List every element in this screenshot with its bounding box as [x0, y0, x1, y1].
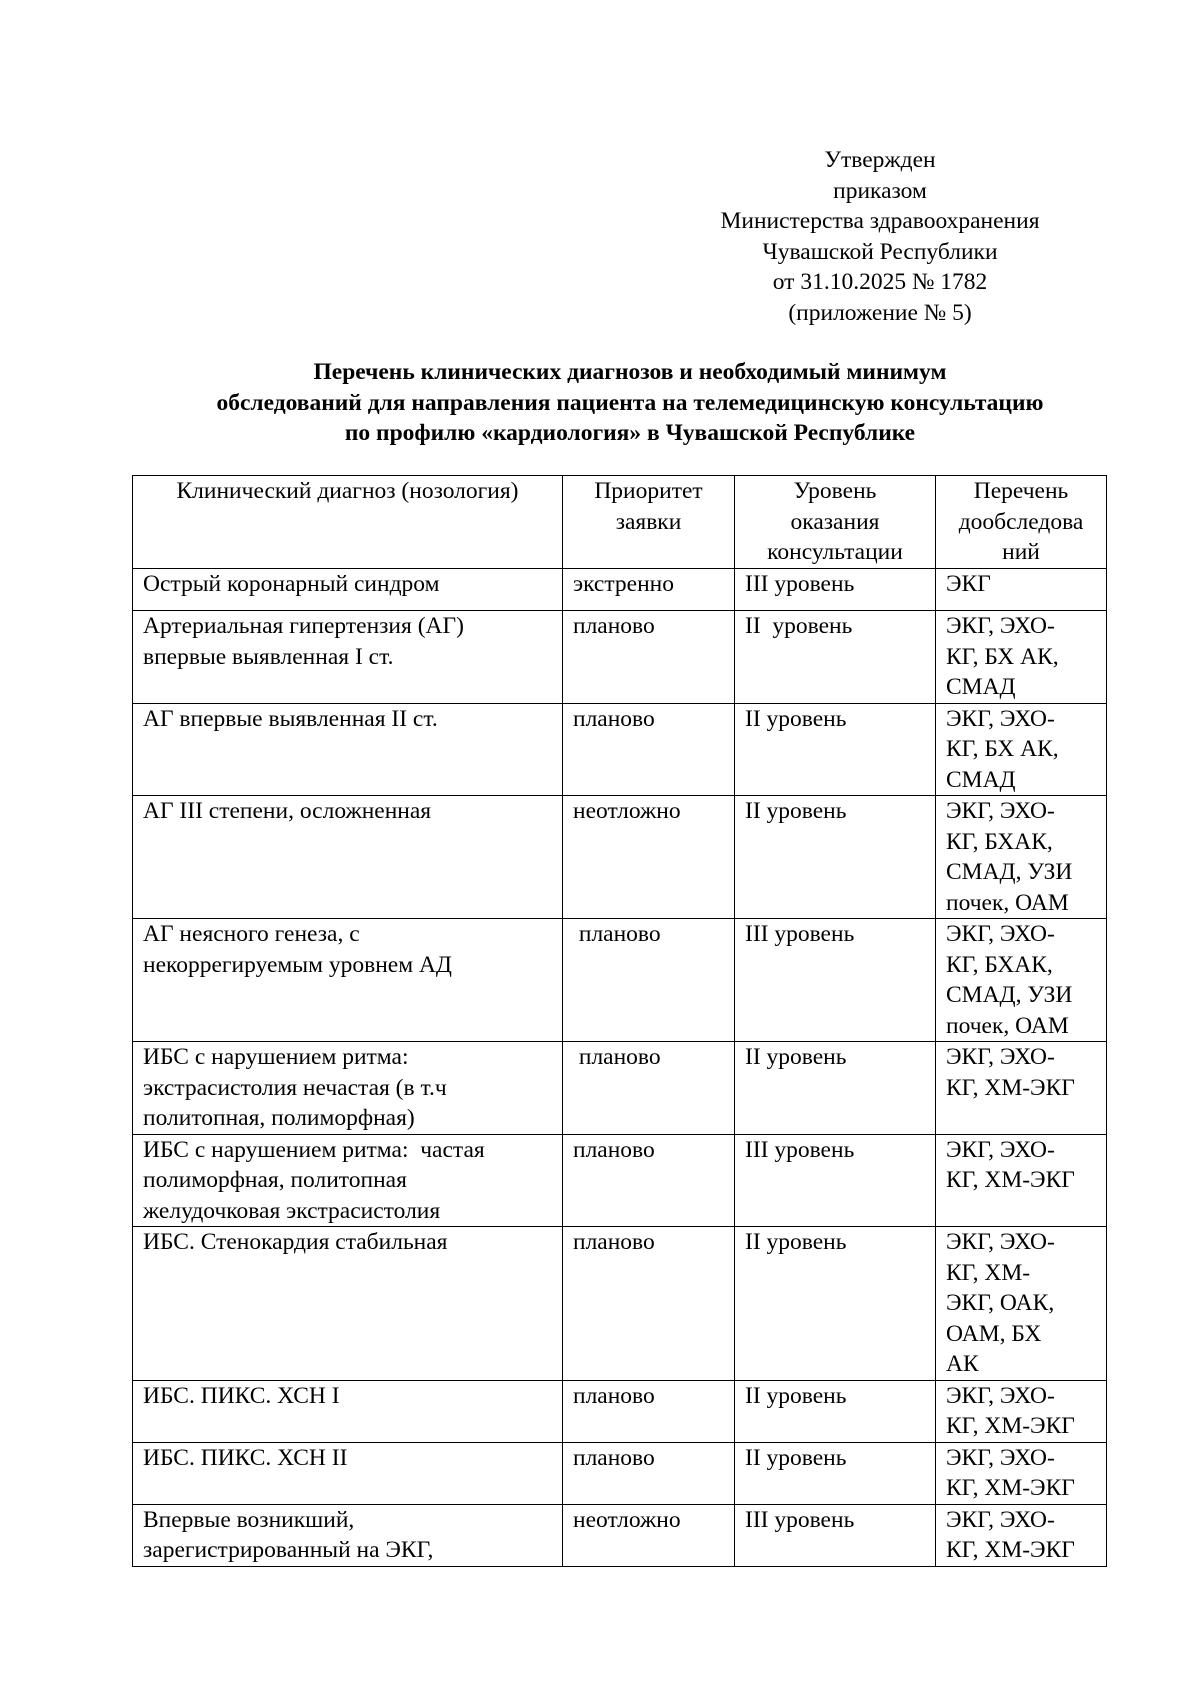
cell-exams: ЭКГ, ЭХО- КГ, БХАК, СМАД, УЗИ почек, ОАМ: [936, 796, 1107, 919]
approval-line: Утвержден: [824, 147, 936, 173]
cell-exams: ЭКГ, ЭХО- КГ, ХМ-ЭКГ: [936, 1380, 1107, 1442]
diagnoses-table: [132, 475, 1107, 1567]
approval-line: от 31.10.2025 № 1782: [772, 269, 988, 295]
cell-level: III уровень: [735, 919, 936, 1042]
cell-diagnosis: ИБС. Стенокардия стабильная: [133, 1227, 563, 1381]
cell-diagnosis: АГ неясного генеза, с некоррегируемым уровнем АД: [133, 919, 563, 1042]
cell-priority: планово: [563, 611, 735, 704]
table-row: [133, 611, 1107, 704]
cell-priority: планово: [563, 919, 735, 1042]
cell-exams: ЭКГ, ЭХО- КГ, ХМ- ЭКГ, ОАК, ОАМ, БХ АК: [936, 1227, 1107, 1381]
cell-priority: планово: [563, 1227, 735, 1381]
cell-level: II уровень: [735, 796, 936, 919]
approval-line: приказом: [833, 177, 927, 204]
document-title: [130, 357, 1130, 449]
approval-line: Чувашской Республики: [762, 238, 998, 265]
cell-priority: планово: [563, 1134, 735, 1227]
header-priority: Приоритет заявки: [563, 476, 735, 569]
table-row: [133, 703, 1107, 796]
cell-priority: планово: [563, 1442, 735, 1504]
cell-exams: ЭКГ, ЭХО- КГ, ХМ-ЭКГ: [936, 1134, 1107, 1227]
table-row: [133, 1042, 1107, 1135]
title-line: Перечень клинических диагнозов и необходимый минимум: [313, 359, 947, 385]
cell-priority: экстренно: [563, 569, 735, 611]
title-line: обследований для направления пациента на телемедицинскую консультацию: [216, 389, 1044, 416]
table-row: [133, 919, 1107, 1042]
cell-priority: планово: [563, 703, 735, 796]
cell-exams: ЭКГ, ЭХО- КГ, БХАК, СМАД, УЗИ почек, ОАМ: [936, 919, 1107, 1042]
cell-diagnosis: АГ впервые выявленная II ст.: [133, 703, 563, 796]
cell-level: III уровень: [735, 1504, 936, 1566]
cell-level: II уровень: [735, 1227, 936, 1381]
cell-exams: ЭКГ: [936, 569, 1107, 611]
cell-level: III уровень: [735, 1134, 936, 1227]
cell-diagnosis: Артериальная гипертензия (АГ) впервые выявленная I ст.: [133, 611, 563, 704]
header-exams: Перечень дообследова ний: [936, 476, 1107, 569]
approval-block: [680, 145, 1080, 328]
cell-level: II уровень: [735, 1380, 936, 1442]
cell-diagnosis: ИБС с нарушением ритма: экстрасистолия нечастая (в т.ч политопная, полиморфная): [133, 1042, 563, 1135]
cell-diagnosis: ИБС. ПИКС. ХСН II: [133, 1442, 563, 1504]
table-row: [133, 796, 1107, 919]
cell-exams: ЭКГ, ЭХО- КГ, ХМ-ЭКГ: [936, 1504, 1107, 1566]
header-diagnosis: Клинический диагноз (нозология): [133, 476, 563, 569]
cell-priority: неотложно: [563, 1504, 735, 1566]
approval-line: Министерства здравоохранения: [720, 208, 1040, 234]
cell-priority: планово: [563, 1042, 735, 1135]
cell-level: III уровень: [735, 569, 936, 611]
table-row: [133, 1227, 1107, 1381]
table-row: [133, 1134, 1107, 1227]
cell-diagnosis: ИБС с нарушением ритма: частая полиморфная, политопная желудочковая экстрасистолия: [133, 1134, 563, 1227]
cell-level: II уровень: [735, 1042, 936, 1135]
cell-level: II уровень: [735, 703, 936, 796]
cell-exams: ЭКГ, ЭХО- КГ, БХ АК, СМАД: [936, 703, 1107, 796]
cell-diagnosis: АГ III степени, осложненная: [133, 796, 563, 919]
cell-diagnosis: ИБС. ПИКС. ХСН I: [133, 1380, 563, 1442]
cell-diagnosis: Впервые возникший, зарегистрированный на ЭКГ,: [133, 1504, 563, 1566]
table-row: [133, 1504, 1107, 1566]
cell-level: II уровень: [735, 1442, 936, 1504]
cell-exams: ЭКГ, ЭХО- КГ, ХМ-ЭКГ: [936, 1042, 1107, 1135]
table-row: [133, 1380, 1107, 1442]
cell-priority: неотложно: [563, 796, 735, 919]
title-line: по профилю «кардиология» в Чувашской Республике: [344, 420, 916, 446]
table-row: [133, 1442, 1107, 1504]
cell-priority: планово: [563, 1380, 735, 1442]
cell-exams: ЭКГ, ЭХО- КГ, БХ АК, СМАД: [936, 611, 1107, 704]
header-level: Уровень оказания консультации: [735, 476, 936, 569]
cell-level: II уровень: [735, 611, 936, 704]
approval-line: (приложение № 5): [788, 299, 972, 326]
table-header-row: [133, 476, 1107, 569]
table-row: [133, 569, 1107, 611]
cell-exams: ЭКГ, ЭХО- КГ, ХМ-ЭКГ: [936, 1442, 1107, 1504]
cell-diagnosis: Острый коронарный синдром: [133, 569, 563, 611]
